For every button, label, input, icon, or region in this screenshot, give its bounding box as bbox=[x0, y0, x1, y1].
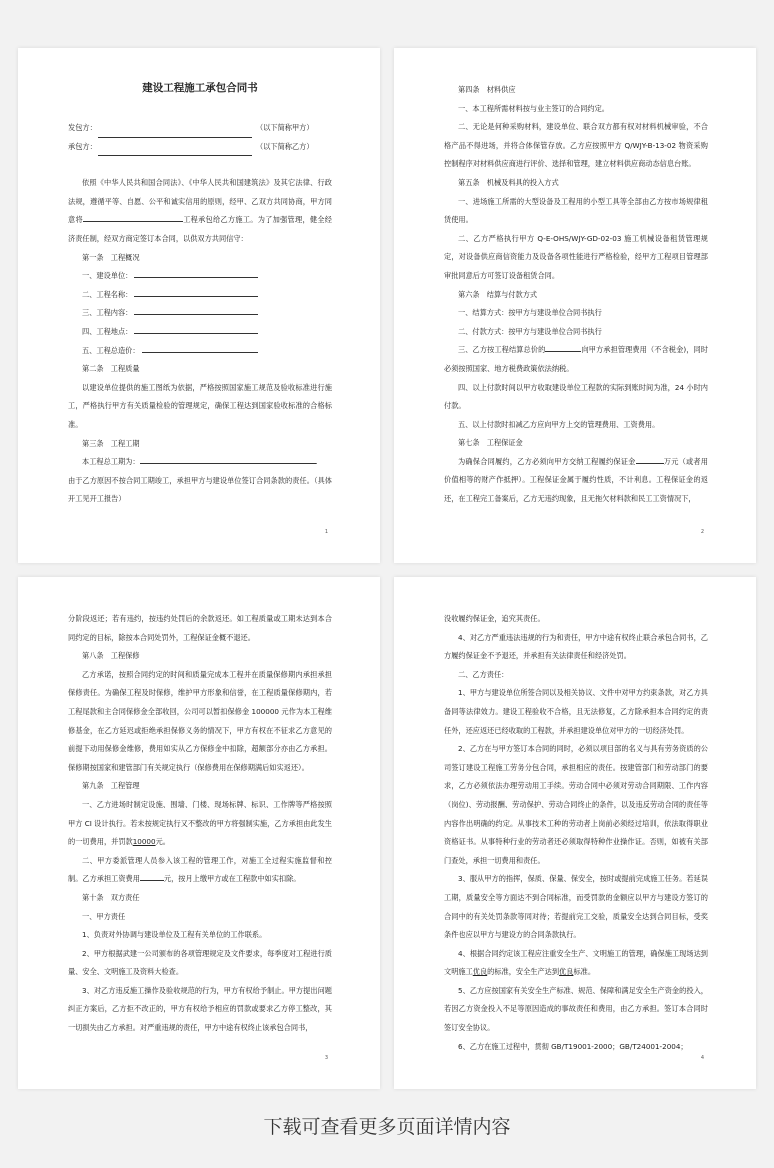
article-5-heading: 第五条 机械及料具的投入方式 bbox=[458, 177, 559, 187]
article-3-heading: 第三条 工程工期 bbox=[82, 438, 140, 448]
paragraph: 1、负责对外协调与建设单位及工程有关单位的工作联系。 bbox=[82, 930, 267, 940]
page-number: 2 bbox=[700, 529, 704, 535]
page-number: 4 bbox=[700, 1055, 704, 1061]
paragraph: 一、进场施工所需的大型设备及工程用的小型工具等全部由乙方按市场规律租赁使用。 bbox=[444, 196, 708, 225]
article-9-heading: 第九条 工程管理 bbox=[82, 781, 140, 791]
download-more-caption: 下载可查看更多页面详情内容 bbox=[263, 1116, 511, 1138]
party-a-blank bbox=[98, 128, 252, 138]
paragraph: 3、服从甲方的指挥，保质、保量、保安全，按时或提前完成施工任务。若延误工期，质量安全等方面达不到合同标准，而受罚款的金额应以甲方与建设方签订的合同中的有关处罚条款等同对待；若提前完工交验，质量安全达到合同目标，受奖条件也应以甲方与建设方的合同条款执行。 bbox=[444, 874, 708, 940]
article-10-heading: 第十条 双方责任 bbox=[82, 892, 140, 902]
paragraph: 乙方承诺，按照合同约定的时间和质量完成本工程并在质量保修期内承担承担保修责任。为确保工程及时保修，维护甲方形象和信誉，在工程质量保修期内，若工程尾款和主合同保修金全部收回，公司可以暂扣保修金 100000 元作为本工程维修基金，在乙方延迟或拒绝承担保修义务的情况下，甲方有权在不征求乙方意见的前提下动用保修金维修，费用如实从乙方保修金中扣除，超额部分亦由乙方承担。保修期按国家和建管部门有关规定执行（保修费用在保修期满后如实返还）。 bbox=[68, 669, 332, 772]
article-7-heading: 第七条 工程保证金 bbox=[458, 438, 523, 448]
construction-unit-row: 一、建设单位： bbox=[68, 267, 332, 286]
paragraph: 三、乙方按工程结算总价的 向甲方承担管理费用（不含税金)，同时必须按照国家、地方税费政策依法纳税。 bbox=[444, 341, 708, 378]
paragraph: 二、甲方委派管理人员参入该工程的管理工作，对施工全过程实施监督和控制。乙方承担工资费用 元，按月上缴甲方或在工程款中如实扣除。 bbox=[68, 855, 332, 884]
page-number: 1 bbox=[324, 529, 328, 535]
article-2-heading: 第二条 工程质量 bbox=[82, 364, 140, 374]
article-2-text: 以建设单位提供的施工图纸为依据，严格按照国家施工规范及验收标准进行施工，严格执行甲方有关质量检验的管理规定，确保工程达到国家验收标准的合格标准。 bbox=[68, 382, 332, 429]
paragraph: 1、甲方与建设单位所签合同以及相关协议、文件中对甲方约束条款，对乙方具备同等法律效力。建设工程验收不合格，且无法修复，乙方除承担本合同约定的责任外，还应返还已经收取的工程款，并承担建设单位对甲方的一切经济处罚。 bbox=[444, 688, 708, 735]
paragraph: 3、对乙方违反施工操作及验收规范的行为，甲方有权给予制止。甲方提出问题纠正方案后，乙方拒不改正的，甲方有权给予相应的罚款或要求乙方停工整改，其一切损失由乙方承担。对严重违规的责任，甲方中途有权终止该承包合同书， bbox=[68, 985, 332, 1033]
article-3-text: 由于乙方原因不按合同工期竣工，承担甲方与建设单位签订合同条款的责任。（具体开工见开工报告） bbox=[68, 475, 332, 504]
paragraph: 二、乙方严格执行甲方 Q-E-OHS/WJY-GD-02-03 施工机械设备租赁管理规定，对设备供应商信资能力及设备各项性能进行严格检验，经甲方工程项目管理部审批同意后方可签订设备租赁合同。 bbox=[444, 233, 708, 280]
paragraph: 没收履约保证金，追究其责任。 bbox=[444, 614, 545, 623]
paragraph: 二、付款方式：按甲方与建设单位合同书执行 bbox=[458, 326, 602, 336]
paragraph: 五、以上付款时扣减乙方应向甲方上交的管理费用、工资费用。 bbox=[458, 419, 660, 429]
paragraph: 2、甲方根据武建一公司颁布的各项管理规定及文件要求，每季度对工程进行质量、安全、文明施工及资料大检查。 bbox=[68, 948, 332, 977]
document-page-2 bbox=[394, 48, 756, 563]
paragraph: 分阶段返还；若有违约，按违约处罚后的余款返还。如工程质量或工期未达到本合同约定的目标，除按本合同处罚外，工程保证金概不退还。 bbox=[68, 614, 332, 642]
paragraph: 一、本工程所需材料按与业主签订的合同约定。 bbox=[458, 103, 609, 113]
party-b-blank bbox=[98, 146, 252, 156]
document-page-4 bbox=[394, 577, 756, 1089]
paragraph: 2、乙方在与甲方签订本合同的同时，必须以项目部的名义与具有劳务资质的公司签订建设工程施工劳务分包合同，承担相应的责任。按建管部门和劳动部门的要求，乙方必须依法办理劳动用工手续。劳动合同中必须对劳动合同期限、工作内容（岗位)、劳动报酬、劳动保护、劳动合同终止的条件，以及违反劳动合同的责任等内容作出明确的约定。从事技术工种的劳动者上岗前必须经过培训，依法取得职业资格证书。从事特种行业的劳动者还必须取得特种作业操作证。否则，如被有关部门查处，承担一切费用和责任。 bbox=[444, 744, 708, 865]
document-page-3 bbox=[18, 577, 380, 1089]
paragraph: 5、乙方应按国家有关安全生产标准、规范、保障和满足安全生产资金的投入，若因乙方资金投入不足等原因造成的事故责任和费用，由乙方承担。签订本合同时签订安全协议。 bbox=[444, 985, 708, 1033]
project-location-row: 四、工程地点： bbox=[68, 323, 332, 342]
total-cost-row: 五、工程总造价： bbox=[68, 342, 332, 361]
party-b-row: 承包方： （以下简称乙方） bbox=[68, 138, 332, 157]
project-name-row: 二、工程名称： bbox=[68, 286, 332, 305]
contract-title: 建设工程施工承包合同书 bbox=[142, 82, 258, 94]
project-content-row: 三、工程内容： bbox=[68, 304, 332, 323]
document-page-1 bbox=[18, 48, 380, 563]
paragraph: 四、以上付款时间以甲方收取建设单位工程款的实际到账时间为准，24 小时内付款。 bbox=[444, 382, 708, 411]
paragraph: 6、乙方在施工过程中，贯彻 GB/T19001-2000；GB/T24001-2004； bbox=[458, 1041, 688, 1051]
paragraph: 4、根据合同约定该工程应注重安全生产、文明施工的管理，确保施工现场达到文明施工优良的标准，安全生产达到优良标准。 bbox=[444, 948, 708, 977]
article-4-heading: 第四条 材料供应 bbox=[458, 85, 516, 94]
party-a-row: 发包方： （以下简称甲方） bbox=[68, 119, 332, 138]
intro-paragraph: 依照《中华人民共和国合同法》、《中华人民共和国建筑法》及其它法律、行政法规，遵循平等、自愿、公平和诚实信用的原则，经甲、乙双方共同协商，甲方同意将 工程承包给乙方施工。为了加强管理，健全经济责任制，经双方商定签订本合同，以供双方共同信守： bbox=[68, 178, 332, 243]
paragraph: 一、甲方责任 bbox=[82, 911, 126, 921]
article-1-heading: 第一条 工程概况 bbox=[82, 252, 140, 262]
page-number: 3 bbox=[324, 1055, 328, 1061]
paragraph: 二、无论是何种采购材料，建设单位、联合双方都有权对材料机械审验，不合格产品不得进场，并将合体保管存放。乙方应按照甲方 Q/WJY-B-13-02 物资采购控制程序对材料供应商进行评价、选择和管理，建立材料供应商动态信息台账。 bbox=[444, 122, 708, 169]
paragraph: 为确保合同履约，乙方必须向甲方交纳工程履约保证金 万元（或者用价值相等的财产作抵押）。工程保证金属于履约性质，不计利息。工程保证金的返还，在工程完工备案后，乙方无违约现象，且无拖欠材料款和民工工资情况下， bbox=[444, 453, 708, 509]
paragraph: 一、乙方进场时制定设施、围墙、门楼、现场标牌、标识、工作牌等严格按照甲方 CI 设计执行。若未按规定执行又不整改的甲方将强制实施，乙方承担由此发生的一切费用，并罚款10000元。 bbox=[68, 799, 332, 847]
article-8-heading: 第八条 工程保修 bbox=[82, 651, 140, 661]
paragraph: 二、乙方责任： bbox=[458, 669, 509, 679]
paragraph: 一、结算方式：按甲方与建设单位合同书执行 bbox=[458, 308, 602, 318]
total-duration-row: 本工程总工期为： . bbox=[68, 453, 332, 472]
article-6-heading: 第六条 结算与付款方式 bbox=[458, 289, 538, 299]
paragraph: 4、对乙方严重违法违规的行为和责任，甲方中途有权终止联合承包合同书，乙方履约保证金不予退还，并承担有关法律责任和经济处罚。 bbox=[444, 632, 708, 661]
